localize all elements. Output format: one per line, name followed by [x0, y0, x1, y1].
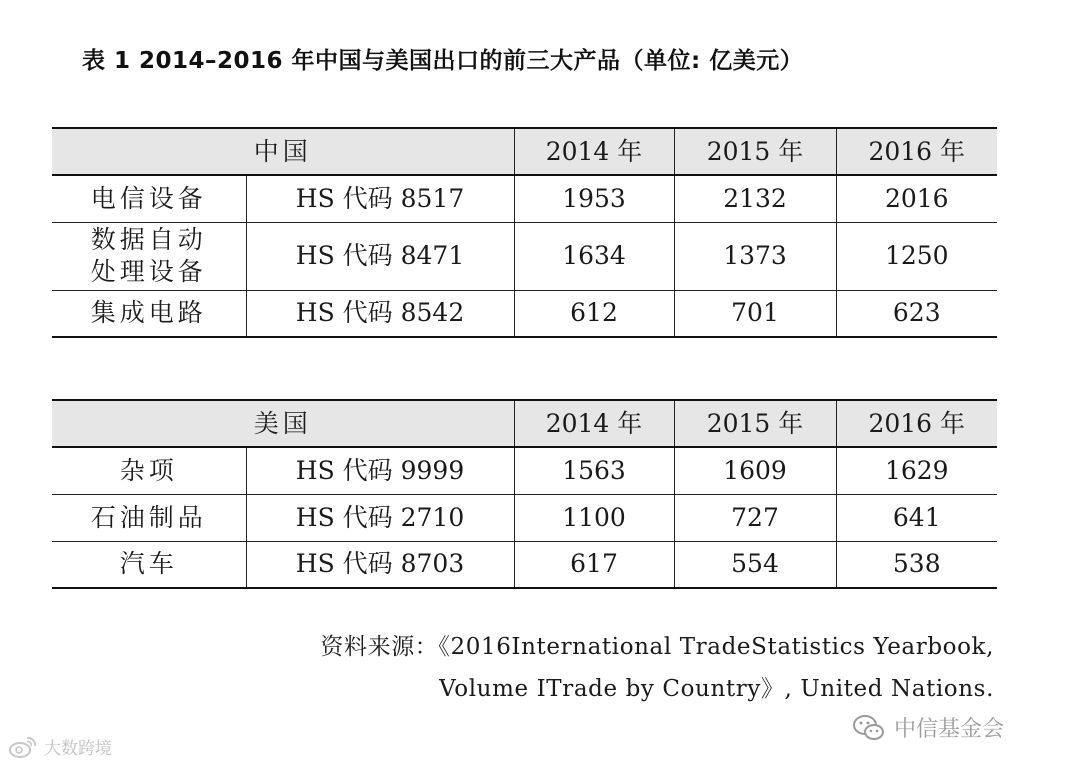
watermark-right-text: 中信基金会 — [894, 717, 1005, 742]
watermark-right — [852, 712, 1004, 743]
value-2016: 641 — [836, 494, 997, 541]
product-name-line1: 数据自动 — [90, 225, 207, 254]
value-2014: 1953 — [514, 175, 674, 222]
product-name-line2: 处理设备 — [90, 257, 207, 286]
value-2016: 2016 — [836, 175, 997, 222]
value-2015: 554 — [674, 541, 836, 588]
weibo-icon — [8, 735, 38, 759]
year-header: 2015 年 — [674, 400, 836, 447]
source-note — [320, 626, 994, 710]
hs-code: HS 代码 2710 — [246, 494, 514, 541]
hs-code: HS 代码 8542 — [246, 290, 514, 337]
product-name: 石油制品 — [52, 494, 246, 541]
wechat-icon — [852, 714, 886, 742]
table-row — [52, 290, 997, 337]
value-2015: 1373 — [674, 222, 836, 290]
china-export-table — [52, 127, 997, 338]
value-2016: 1250 — [836, 222, 997, 290]
value-2015: 727 — [674, 494, 836, 541]
product-name: 汽车 — [52, 541, 246, 588]
hs-code: HS 代码 8703 — [246, 541, 514, 588]
country-header: 中国 — [52, 128, 514, 175]
value-2014: 612 — [514, 290, 674, 337]
country-header: 美国 — [52, 400, 514, 447]
value-2015: 701 — [674, 290, 836, 337]
us-export-table — [52, 399, 997, 589]
table-header-row — [52, 400, 997, 447]
table-header-row — [52, 128, 997, 175]
watermark-left-text: 大数跨境 — [44, 739, 112, 759]
table-row — [52, 541, 997, 588]
hs-code: HS 代码 9999 — [246, 447, 514, 494]
table-row — [52, 494, 997, 541]
year-header: 2014 年 — [514, 400, 674, 447]
table-row — [52, 447, 997, 494]
year-header: 2016 年 — [836, 128, 997, 175]
value-2014: 617 — [514, 541, 674, 588]
value-2014: 1100 — [514, 494, 674, 541]
value-2016: 623 — [836, 290, 997, 337]
value-2016: 1629 — [836, 447, 997, 494]
value-2015: 2132 — [674, 175, 836, 222]
value-2016: 538 — [836, 541, 997, 588]
table-row — [52, 222, 997, 290]
source-line1: 资料来源：《2016International TradeStatistics Yearbook, — [320, 634, 994, 660]
table-row — [52, 175, 997, 222]
value-2014: 1563 — [514, 447, 674, 494]
value-2015: 1609 — [674, 447, 836, 494]
table-title: 表 1 2014–2016 年中国与美国出口的前三大产品（单位: 亿美元） — [82, 48, 804, 74]
watermark-left — [8, 734, 112, 759]
year-header: 2016 年 — [836, 400, 997, 447]
value-2014: 1634 — [514, 222, 674, 290]
product-name: 电信设备 — [52, 175, 246, 222]
year-header: 2014 年 — [514, 128, 674, 175]
product-name: 杂项 — [52, 447, 246, 494]
year-header: 2015 年 — [674, 128, 836, 175]
product-name: 集成电路 — [52, 290, 246, 337]
product-name — [52, 222, 246, 290]
source-line2: Volume ITrade by Country》, United Nations. — [439, 676, 994, 702]
hs-code: HS 代码 8471 — [246, 222, 514, 290]
hs-code: HS 代码 8517 — [246, 175, 514, 222]
